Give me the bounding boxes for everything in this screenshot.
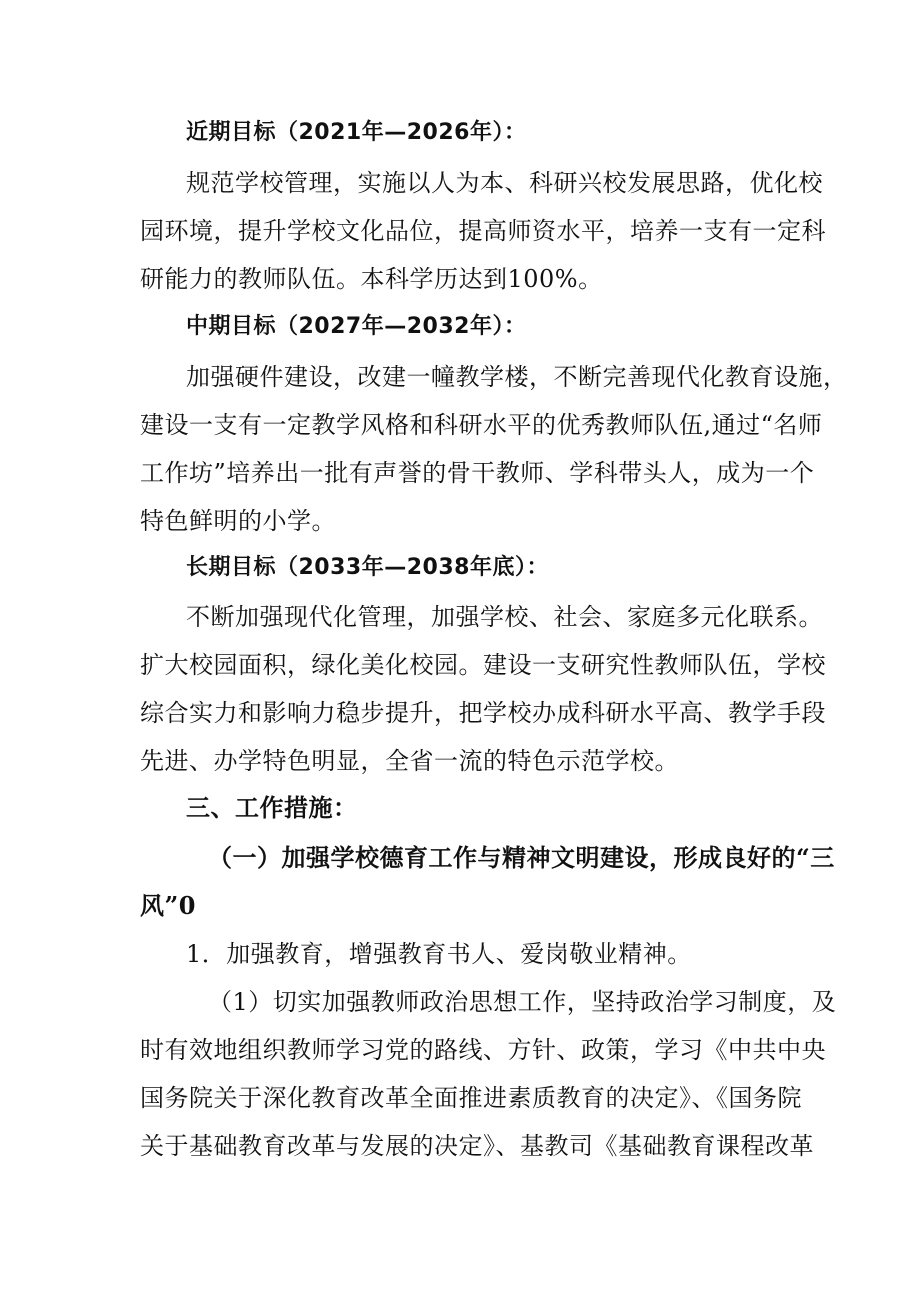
near-term-line-2: 园环境，提升学校文化品位，提高师资水平，培养一支有一定科 <box>140 217 826 245</box>
measures-item-1-1-line-1: （1）切实加强教师政治思想工作，坚持政治学习制度，及 <box>208 988 837 1016</box>
near-term-heading: 近期目标（2021年—2026年）： <box>186 120 527 145</box>
mid-term-line-3: 工作坊”培养出一批有声誉的骨干教师、学科带头人，成为一个 <box>140 459 815 487</box>
long-term-line-3: 综合实力和影响力稳步提升，把学校办成科研水平高、教学手段 <box>140 699 826 727</box>
near-term-line-3: 研能力的教师队伍。本科学历达到100%。 <box>140 265 603 293</box>
measures-sub1-line-1: （一）加强学校德育工作与精神文明建设，形成良好的“三 <box>208 843 835 872</box>
long-term-line-1: 不断加强现代化管理，加强学校、社会、家庭多元化联系。 <box>186 603 823 631</box>
mid-term-heading: 中期目标（2027年—2032年）： <box>186 314 527 339</box>
near-term-line-1: 规范学校管理，实施以人为本、科研兴校发展思路，优化校 <box>186 169 823 197</box>
measures-item-1: 1．加强教育，增强教育书人、爱岗敬业精神。 <box>186 940 692 968</box>
measures-item-1-1-line-4: 关于基础教育改革与发展的决定》、基教司《基础教育课程改革 <box>140 1132 814 1160</box>
measures-sub1-line-2: 风”0 <box>140 891 197 920</box>
mid-term-line-4: 特色鲜明的小学。 <box>140 507 336 535</box>
measures-heading: 三、工作措施： <box>186 794 358 822</box>
measures-item-1-1-line-3: 国务院关于深化教育改革全面推进素质教育的决定》、《国务院 <box>140 1084 802 1112</box>
long-term-line-2: 扩大校园面积，绿化美化校园。建设一支研究性教师队伍，学校 <box>140 651 826 679</box>
mid-term-line-1: 加强硬件建设，改建一幢教学楼，不断完善现代化教育设施， <box>186 363 848 391</box>
long-term-line-4: 先进、办学特色明显，全省一流的特色示范学校。 <box>140 747 679 775</box>
measures-item-1-1-line-2: 时有效地组织教师学习党的路线、方针、政策，学习《中共中央 <box>140 1036 826 1064</box>
mid-term-line-2: 建设一支有一定教学风格和科研水平的优秀教师队伍,通过“名师 <box>140 411 823 439</box>
long-term-heading: 长期目标（2033年—2038年底）： <box>186 555 549 580</box>
